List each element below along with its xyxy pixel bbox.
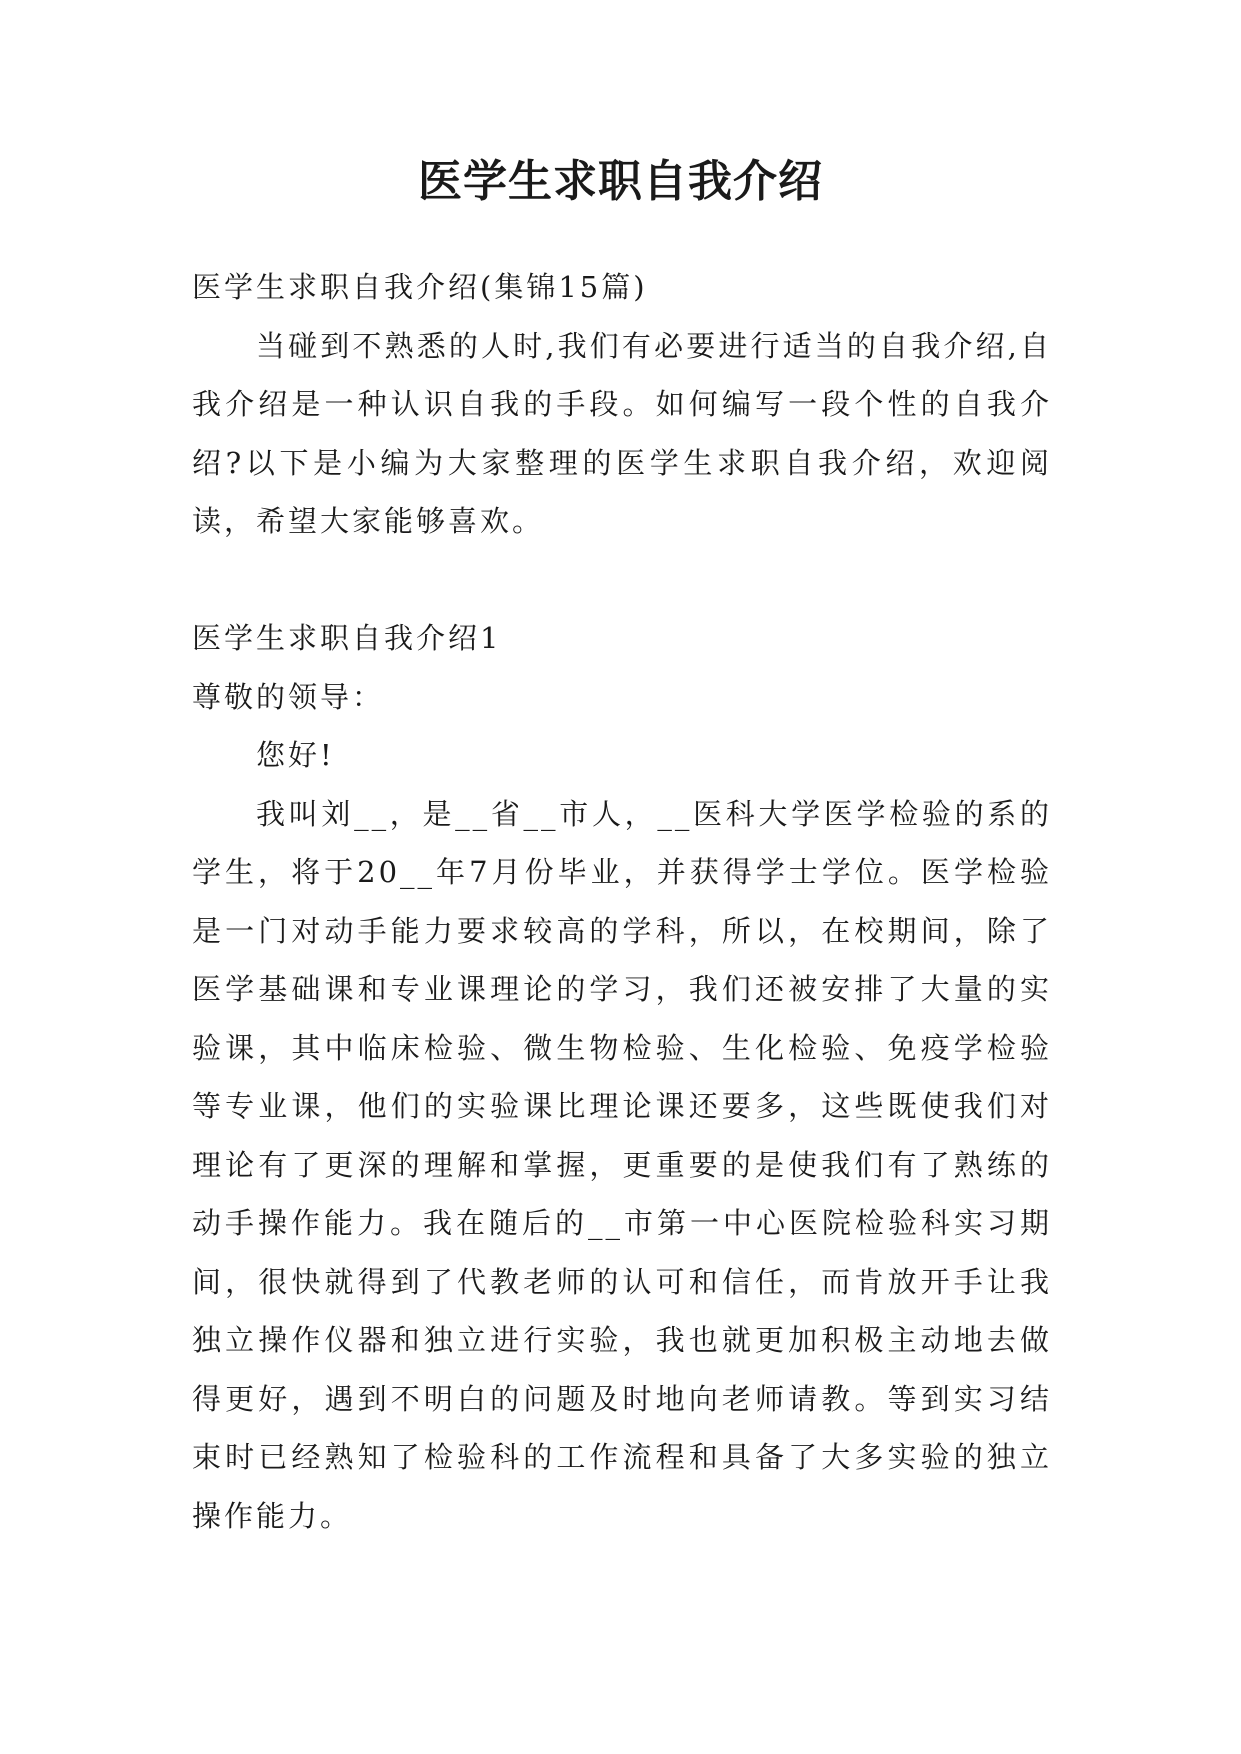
document-body bbox=[192, 258, 1052, 1545]
paragraph-spacer bbox=[192, 551, 1052, 610]
document-title: 医学生求职自我介绍 bbox=[418, 156, 823, 207]
body-paragraph: 我叫刘__，是__省__市人，__医科大学医学检验的系的学生，将于20__年7月份毕业，并获得学士学位。医学检验是一门对动手能力要求较高的学科，所以，在校期间，除了医学基础课和专业课理论的学习，我们还被安排了大量的实验课，其中临床检验、微生物检验、生化检验、免疫学检验等专业课，他们的实验课比理论课还要多，这些既使我们对理论有了更深的理解和掌握，更重要的是使我们有了熟练的动手操作能力。我在随后的__市第一中心医院检验科实习期间，很快就得到了代教老师的认可和信任，而肯放开手让我独立操作仪器和独立进行实验，我也就更加积极主动地去做得更好，遇到不明白的问题及时地向老师请教。等到实习结束时已经熟知了检验科的工作流程和具备了大多实验的独立操作能力。 bbox=[192, 796, 1052, 1533]
greeting: 您好! bbox=[256, 738, 335, 772]
intro-paragraph: 当碰到不熟悉的人时,我们有必要进行适当的自我介绍,自我介绍是一种认识自我的手段。如何编写一段个性的自我介绍?以下是小编为大家整理的医学生求职自我介绍，欢迎阅读，希望大家能够喜欢。 bbox=[192, 328, 1052, 538]
section-heading: 医学生求职自我介绍1 bbox=[192, 621, 502, 655]
document-subtitle: 医学生求职自我介绍(集锦15篇) bbox=[192, 270, 648, 304]
salutation: 尊敬的领导： bbox=[192, 679, 385, 714]
